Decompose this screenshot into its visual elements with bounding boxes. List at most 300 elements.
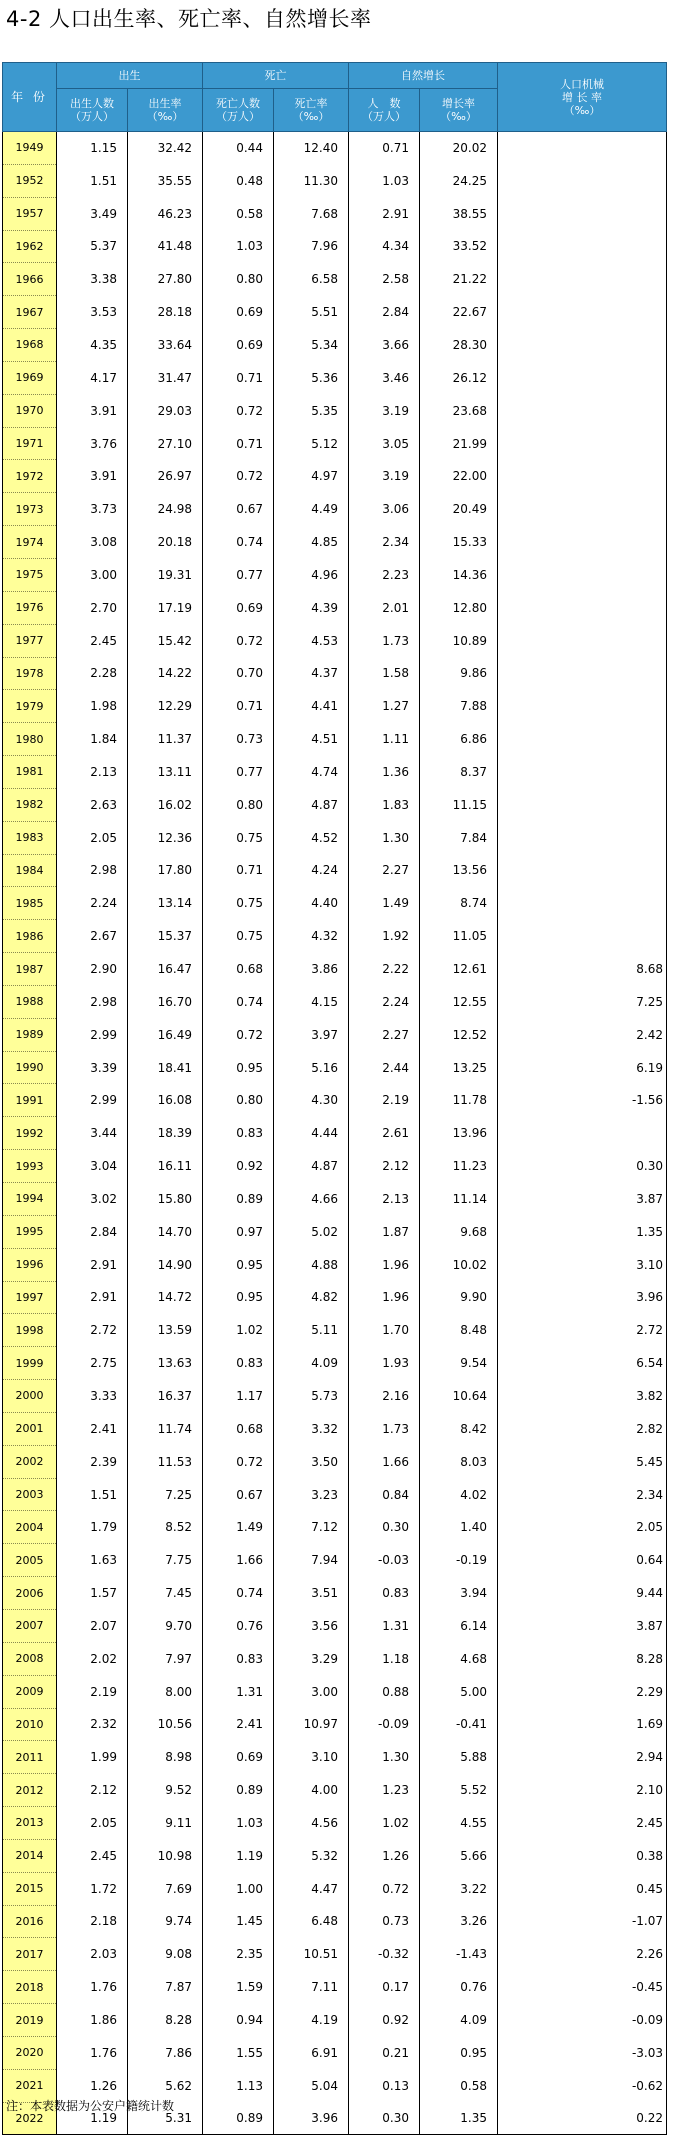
birth-count-cell: 1.86 (57, 2004, 128, 2037)
mechanical-rate-cell: 9.44 (498, 1577, 667, 1610)
death-count-cell: 0.71 (203, 854, 274, 887)
table-body (3, 132, 667, 2135)
death-count-cell: 0.58 (203, 197, 274, 230)
birth-rate-cell: 13.59 (128, 1314, 203, 1347)
mechanical-rate-cell: 3.87 (498, 1609, 667, 1642)
birth-count-cell: 2.05 (57, 1807, 128, 1840)
birth-count-cell: 2.24 (57, 887, 128, 920)
death-count-cell: 0.75 (203, 821, 274, 854)
death-count-cell: 0.74 (203, 526, 274, 559)
year-cell: 1968 (3, 329, 57, 362)
birth-rate-cell: 14.22 (128, 657, 203, 690)
death-rate-cell: 3.96 (274, 2102, 349, 2135)
death-count-cell: 1.03 (203, 230, 274, 263)
death-rate-cell: 4.30 (274, 1084, 349, 1117)
death-count-cell: 0.89 (203, 1774, 274, 1807)
natural-rate-cell: 0.95 (420, 2036, 498, 2069)
year-cell: 1979 (3, 690, 57, 723)
death-count-cell: 1.59 (203, 1971, 274, 2004)
natural-count-cell: 2.19 (349, 1084, 420, 1117)
year-cell: 1991 (3, 1084, 57, 1117)
table-row (3, 1971, 667, 2004)
natural-count-cell: 1.36 (349, 756, 420, 789)
birth-rate-cell: 32.42 (128, 132, 203, 165)
birth-rate-cell: 33.64 (128, 329, 203, 362)
death-count-cell: 0.95 (203, 1051, 274, 1084)
natural-count-cell: 2.58 (349, 263, 420, 296)
birth-rate-cell: 12.36 (128, 821, 203, 854)
death-count-cell: 0.48 (203, 164, 274, 197)
year-cell: 1972 (3, 460, 57, 493)
death-rate-cell: 7.68 (274, 197, 349, 230)
birth-rate-cell: 19.31 (128, 558, 203, 591)
year-cell: 2022 (3, 2102, 57, 2135)
table-row (3, 1183, 667, 1216)
death-rate-cell: 3.86 (274, 953, 349, 986)
table-row (3, 985, 667, 1018)
natural-count-cell: 1.92 (349, 920, 420, 953)
death-count-cell: 0.69 (203, 329, 274, 362)
mechanical-rate-cell: 6.54 (498, 1347, 667, 1380)
natural-rate-cell: 11.05 (420, 920, 498, 953)
birth-count-header: 出生人数 （万人） (57, 89, 128, 132)
table-row (3, 1511, 667, 1544)
table-row (3, 690, 667, 723)
table-row (3, 460, 667, 493)
birth-rate-cell: 16.37 (128, 1380, 203, 1413)
natural-rate-cell: 22.67 (420, 296, 498, 329)
mechanical-rate-cell (498, 723, 667, 756)
birth-count-cell: 2.98 (57, 854, 128, 887)
natural-rate-cell: 14.36 (420, 558, 498, 591)
page-title: 4-2 人口出生率、死亡率、自然增长率 (6, 7, 372, 31)
mechanical-rate-cell: -1.07 (498, 1905, 667, 1938)
mechanical-rate-cell: 0.38 (498, 1839, 667, 1872)
year-cell: 2008 (3, 1642, 57, 1675)
natural-rate-cell: 7.84 (420, 821, 498, 854)
death-count-cell: 0.83 (203, 1347, 274, 1380)
birth-count-cell: 1.15 (57, 132, 128, 165)
mechanical-rate-cell (498, 558, 667, 591)
death-count-cell: 0.68 (203, 1412, 274, 1445)
table-row (3, 657, 667, 690)
birth-rate-cell: 11.53 (128, 1445, 203, 1478)
natural-count-cell: 0.71 (349, 132, 420, 165)
natural-count-cell: 3.06 (349, 493, 420, 526)
mechanical-rate-cell (498, 361, 667, 394)
natural-rate-cell: 5.52 (420, 1774, 498, 1807)
natural-rate-cell: 11.14 (420, 1183, 498, 1216)
death-count-cell: 0.83 (203, 1642, 274, 1675)
natural-rate-cell: 6.86 (420, 723, 498, 756)
birth-count-cell: 3.08 (57, 526, 128, 559)
birth-rate-cell: 9.70 (128, 1609, 203, 1642)
natural-rate-cell: 6.14 (420, 1609, 498, 1642)
natural-count-cell: 1.03 (349, 164, 420, 197)
birth-rate-cell: 13.63 (128, 1347, 203, 1380)
birth-rate-cell: 14.72 (128, 1281, 203, 1314)
death-count-cell: 0.70 (203, 657, 274, 690)
death-count-cell: 2.35 (203, 1938, 274, 1971)
birth-count-cell: 1.99 (57, 1741, 128, 1774)
table-row (3, 230, 667, 263)
natural-count-cell: 2.34 (349, 526, 420, 559)
table-row (3, 197, 667, 230)
birth-rate-cell: 8.28 (128, 2004, 203, 2037)
natural-rate-cell: 5.66 (420, 1839, 498, 1872)
table-row (3, 1741, 667, 1774)
mechanical-rate-cell: 3.10 (498, 1248, 667, 1281)
year-cell: 1998 (3, 1314, 57, 1347)
death-rate-cell: 3.56 (274, 1609, 349, 1642)
table-row (3, 558, 667, 591)
natural-count-header: 人 数 （万人） (349, 89, 420, 132)
death-rate-cell: 5.34 (274, 329, 349, 362)
death-rate-cell: 4.24 (274, 854, 349, 887)
death-rate-cell: 11.30 (274, 164, 349, 197)
year-cell: 1982 (3, 788, 57, 821)
death-rate-cell: 4.00 (274, 1774, 349, 1807)
birth-rate-cell: 7.69 (128, 1872, 203, 1905)
natural-rate-cell: 10.02 (420, 1248, 498, 1281)
natural-rate-cell: 10.89 (420, 624, 498, 657)
death-rate-cell: 4.15 (274, 985, 349, 1018)
table-row (3, 1905, 667, 1938)
death-rate-cell: 4.44 (274, 1117, 349, 1150)
mechanical-rate-cell: 6.19 (498, 1051, 667, 1084)
table-row (3, 361, 667, 394)
birth-count-cell: 2.99 (57, 1018, 128, 1051)
year-cell: 1977 (3, 624, 57, 657)
mechanical-rate-cell: 2.34 (498, 1478, 667, 1511)
mechanical-rate-cell: 3.82 (498, 1380, 667, 1413)
year-cell: 1990 (3, 1051, 57, 1084)
birth-rate-cell: 10.98 (128, 1839, 203, 1872)
birth-rate-cell: 9.52 (128, 1774, 203, 1807)
natural-count-cell: 2.27 (349, 854, 420, 887)
death-rate-cell: 5.73 (274, 1380, 349, 1413)
death-count-cell: 0.94 (203, 2004, 274, 2037)
natural-count-cell: 2.16 (349, 1380, 420, 1413)
natural-rate-cell: 9.86 (420, 657, 498, 690)
table-row (3, 821, 667, 854)
natural-count-cell: 1.31 (349, 1609, 420, 1642)
table-row (3, 1347, 667, 1380)
natural-count-cell: 2.44 (349, 1051, 420, 1084)
birth-count-cell: 2.12 (57, 1774, 128, 1807)
table-row (3, 1150, 667, 1183)
birth-rate-cell: 14.90 (128, 1248, 203, 1281)
birth-rate-cell: 17.80 (128, 854, 203, 887)
death-rate-cell: 4.47 (274, 1872, 349, 1905)
natural-rate-cell: 4.68 (420, 1642, 498, 1675)
natural-rate-cell: 8.42 (420, 1412, 498, 1445)
table-row (3, 887, 667, 920)
year-cell: 1962 (3, 230, 57, 263)
natural-rate-cell: 4.55 (420, 1807, 498, 1840)
death-rate-cell: 4.32 (274, 920, 349, 953)
death-count-cell: 0.74 (203, 985, 274, 1018)
year-cell: 1978 (3, 657, 57, 690)
mechanical-rate-cell: 3.87 (498, 1183, 667, 1216)
death-count-cell: 0.71 (203, 427, 274, 460)
birth-count-cell: 1.57 (57, 1577, 128, 1610)
birth-count-cell: 3.49 (57, 197, 128, 230)
birth-rate-cell: 7.25 (128, 1478, 203, 1511)
birth-count-cell: 2.70 (57, 591, 128, 624)
birth-count-cell: 2.75 (57, 1347, 128, 1380)
birth-rate-cell: 18.41 (128, 1051, 203, 1084)
year-cell: 1980 (3, 723, 57, 756)
year-cell: 2017 (3, 1938, 57, 1971)
natural-count-cell: 2.27 (349, 1018, 420, 1051)
mechanical-rate-cell: 5.45 (498, 1445, 667, 1478)
table-row (3, 1577, 667, 1610)
table-row (3, 1117, 667, 1150)
birth-rate-cell: 29.03 (128, 394, 203, 427)
death-count-cell: 1.17 (203, 1380, 274, 1413)
birth-count-cell: 2.39 (57, 1445, 128, 1478)
birth-count-cell: 2.13 (57, 756, 128, 789)
birth-rate-cell: 17.19 (128, 591, 203, 624)
natural-rate-cell: 1.40 (420, 1511, 498, 1544)
death-rate-cell: 4.97 (274, 460, 349, 493)
death-rate-cell: 4.74 (274, 756, 349, 789)
mechanical-rate-cell: 2.45 (498, 1807, 667, 1840)
birth-count-cell: 2.05 (57, 821, 128, 854)
table-row (3, 756, 667, 789)
mechanical-rate-cell: 2.72 (498, 1314, 667, 1347)
birth-count-cell: 4.35 (57, 329, 128, 362)
table-row (3, 1807, 667, 1840)
death-rate-cell: 4.09 (274, 1347, 349, 1380)
mechanical-rate-cell: 0.45 (498, 1872, 667, 1905)
death-rate-cell: 5.04 (274, 2069, 349, 2102)
death-count-cell: 0.69 (203, 591, 274, 624)
birth-rate-cell: 15.37 (128, 920, 203, 953)
birth-rate-cell: 15.42 (128, 624, 203, 657)
year-cell: 1952 (3, 164, 57, 197)
mechanical-growth-header: 人口机械 增 长 率 （‰） (498, 63, 667, 132)
table-row (3, 1774, 667, 1807)
year-cell: 1984 (3, 854, 57, 887)
mechanical-rate-cell (498, 394, 667, 427)
year-cell: 1983 (3, 821, 57, 854)
death-rate-cell: 6.48 (274, 1905, 349, 1938)
death-count-cell: 0.95 (203, 1248, 274, 1281)
year-cell: 1996 (3, 1248, 57, 1281)
natural-count-cell: 2.84 (349, 296, 420, 329)
natural-rate-cell: 9.54 (420, 1347, 498, 1380)
birth-count-cell: 3.33 (57, 1380, 128, 1413)
year-cell: 1974 (3, 526, 57, 559)
mechanical-rate-cell: 0.22 (498, 2102, 667, 2135)
death-count-cell: 1.45 (203, 1905, 274, 1938)
death-count-cell: 0.76 (203, 1609, 274, 1642)
mechanical-rate-cell (498, 164, 667, 197)
birth-count-cell: 2.41 (57, 1412, 128, 1445)
table-row (3, 1839, 667, 1872)
mechanical-rate-cell: -0.09 (498, 2004, 667, 2037)
natural-count-cell: 1.26 (349, 1839, 420, 1872)
death-rate-cell: 5.51 (274, 296, 349, 329)
year-cell: 1957 (3, 197, 57, 230)
birth-count-cell: 2.63 (57, 788, 128, 821)
death-count-cell: 1.49 (203, 1511, 274, 1544)
birth-rate-cell: 11.37 (128, 723, 203, 756)
year-cell: 2020 (3, 2036, 57, 2069)
death-rate-cell: 6.91 (274, 2036, 349, 2069)
birth-count-cell: 2.45 (57, 624, 128, 657)
death-rate-cell: 4.51 (274, 723, 349, 756)
table-row (3, 1708, 667, 1741)
table-row (3, 526, 667, 559)
year-cell: 1986 (3, 920, 57, 953)
death-count-cell: 1.02 (203, 1314, 274, 1347)
death-count-cell: 0.72 (203, 460, 274, 493)
natural-count-cell: 1.73 (349, 624, 420, 657)
natural-rate-cell: -0.19 (420, 1544, 498, 1577)
natural-rate-cell: 8.37 (420, 756, 498, 789)
mechanical-rate-cell (498, 263, 667, 296)
birth-count-cell: 2.84 (57, 1215, 128, 1248)
birth-rate-cell: 13.14 (128, 887, 203, 920)
birth-rate-cell: 16.47 (128, 953, 203, 986)
birth-rate-cell: 8.98 (128, 1741, 203, 1774)
mechanical-rate-cell: 2.05 (498, 1511, 667, 1544)
year-cell: 2009 (3, 1675, 57, 1708)
death-count-cell: 0.92 (203, 1150, 274, 1183)
death-count-cell: 1.13 (203, 2069, 274, 2102)
birth-rate-cell: 5.62 (128, 2069, 203, 2102)
death-rate-header: 死亡率 （‰） (274, 89, 349, 132)
table-row (3, 1675, 667, 1708)
death-rate-cell: 5.02 (274, 1215, 349, 1248)
natural-count-cell: 1.93 (349, 1347, 420, 1380)
birth-count-cell: 2.07 (57, 1609, 128, 1642)
birth-count-cell: 3.76 (57, 427, 128, 460)
year-cell: 1988 (3, 985, 57, 1018)
birth-count-cell: 2.99 (57, 1084, 128, 1117)
natural-rate-cell: 10.64 (420, 1380, 498, 1413)
mechanical-rate-cell: 0.30 (498, 1150, 667, 1183)
birth-count-cell: 2.03 (57, 1938, 128, 1971)
birth-rate-cell: 9.08 (128, 1938, 203, 1971)
mechanical-rate-cell: 1.35 (498, 1215, 667, 1248)
year-cell: 1999 (3, 1347, 57, 1380)
death-rate-cell: 4.82 (274, 1281, 349, 1314)
birth-rate-cell: 27.80 (128, 263, 203, 296)
natural-rate-cell: 0.58 (420, 2069, 498, 2102)
natural-rate-cell: 26.12 (420, 361, 498, 394)
birth-count-cell: 3.53 (57, 296, 128, 329)
natural-rate-cell: 21.22 (420, 263, 498, 296)
death-count-cell: 0.89 (203, 1183, 274, 1216)
birth-count-cell: 3.38 (57, 263, 128, 296)
death-rate-cell: 4.39 (274, 591, 349, 624)
table-row (3, 1412, 667, 1445)
natural-rate-cell: 3.94 (420, 1577, 498, 1610)
table-row (3, 394, 667, 427)
table-row (3, 329, 667, 362)
natural-rate-cell: 3.26 (420, 1905, 498, 1938)
birth-count-cell: 2.98 (57, 985, 128, 1018)
year-cell: 2007 (3, 1609, 57, 1642)
birth-rate-cell: 16.02 (128, 788, 203, 821)
natural-rate-cell: 12.61 (420, 953, 498, 986)
natural-rate-cell: 11.23 (420, 1150, 498, 1183)
natural-count-cell: 1.87 (349, 1215, 420, 1248)
birth-count-cell: 4.17 (57, 361, 128, 394)
year-cell: 1970 (3, 394, 57, 427)
birth-rate-cell: 35.55 (128, 164, 203, 197)
mechanical-rate-cell (498, 821, 667, 854)
death-rate-cell: 7.94 (274, 1544, 349, 1577)
birth-count-cell: 2.90 (57, 953, 128, 986)
death-rate-cell: 5.11 (274, 1314, 349, 1347)
mechanical-rate-cell (498, 1117, 667, 1150)
birth-rate-header: 出生率 （‰） (128, 89, 203, 132)
natural-rate-cell: 22.00 (420, 460, 498, 493)
mechanical-rate-cell (498, 920, 667, 953)
natural-rate-cell: 13.96 (420, 1117, 498, 1150)
natural-rate-cell: 1.35 (420, 2102, 498, 2135)
death-rate-cell: 4.53 (274, 624, 349, 657)
natural-rate-cell: 13.25 (420, 1051, 498, 1084)
natural-rate-cell: 23.68 (420, 394, 498, 427)
mechanical-rate-cell: 2.42 (498, 1018, 667, 1051)
natural-count-cell: 2.23 (349, 558, 420, 591)
death-count-cell: 0.83 (203, 1117, 274, 1150)
mechanical-rate-cell: 2.26 (498, 1938, 667, 1971)
birth-rate-cell: 31.47 (128, 361, 203, 394)
table-row (3, 953, 667, 986)
birth-count-cell: 2.02 (57, 1642, 128, 1675)
death-rate-cell: 4.37 (274, 657, 349, 690)
birth-count-cell: 2.28 (57, 657, 128, 690)
mechanical-rate-cell: -3.03 (498, 2036, 667, 2069)
natural-rate-cell: 28.30 (420, 329, 498, 362)
natural-count-cell: 0.92 (349, 2004, 420, 2037)
year-cell: 2002 (3, 1445, 57, 1478)
mechanical-rate-cell (498, 427, 667, 460)
mechanical-rate-cell: -0.62 (498, 2069, 667, 2102)
mechanical-rate-cell (498, 624, 667, 657)
death-count-cell: 0.97 (203, 1215, 274, 1248)
table-row (3, 296, 667, 329)
year-cell: 2010 (3, 1708, 57, 1741)
year-cell: 2014 (3, 1839, 57, 1872)
death-rate-cell: 4.52 (274, 821, 349, 854)
mechanical-rate-cell (498, 657, 667, 690)
year-cell: 1981 (3, 756, 57, 789)
death-count-cell: 0.72 (203, 624, 274, 657)
birth-count-cell: 1.98 (57, 690, 128, 723)
death-rate-cell: 4.87 (274, 1150, 349, 1183)
birth-count-cell: 1.51 (57, 164, 128, 197)
birth-rate-cell: 7.45 (128, 1577, 203, 1610)
birth-rate-cell: 8.52 (128, 1511, 203, 1544)
natural-count-cell: 0.21 (349, 2036, 420, 2069)
natural-count-cell: 0.88 (349, 1675, 420, 1708)
year-cell: 1997 (3, 1281, 57, 1314)
death-count-cell: 0.72 (203, 1445, 274, 1478)
death-count-cell: 1.55 (203, 2036, 274, 2069)
death-rate-cell: 3.32 (274, 1412, 349, 1445)
death-rate-cell: 4.87 (274, 788, 349, 821)
natural-rate-cell: 4.02 (420, 1478, 498, 1511)
birth-count-cell: 2.72 (57, 1314, 128, 1347)
